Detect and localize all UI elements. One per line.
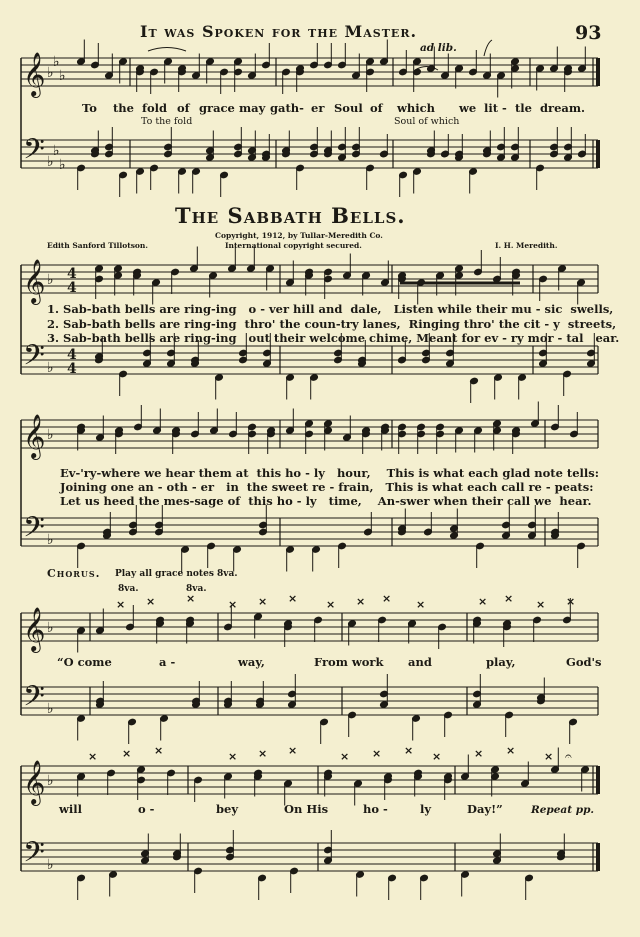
verse-3-line: Let us heed the mes-sage of this ho - ly time, An-swer when their call we hear.: [60, 494, 592, 508]
syllable: which: [397, 101, 435, 115]
composer-credit: I. H. Meredith.: [495, 241, 558, 250]
tie: [148, 48, 186, 52]
time-signature-bottom: 4: [67, 280, 77, 296]
flat-sign: ♭: [47, 857, 54, 873]
x-notehead: ×: [288, 592, 298, 605]
flat-sign: ♭: [47, 620, 54, 636]
flat-sign: ♭: [47, 360, 54, 376]
syllable: of: [370, 101, 383, 115]
syllable: tle: [515, 101, 532, 115]
verse-1-line: 1. Sab-bath bells are ring-ing o - ver hill and dale, Listen while their mu - sic swells,: [47, 302, 614, 316]
x-notehead: ×: [340, 750, 350, 763]
syllable: fold: [142, 101, 168, 115]
x-notehead: ×: [258, 595, 268, 608]
grace-note-direction: Play all grace notes 8va.: [115, 569, 238, 579]
flat-sign: ♭: [53, 143, 60, 159]
flat-sign: ♭: [47, 154, 54, 170]
final-barline: [596, 843, 600, 871]
x-notehead: ×: [122, 747, 132, 760]
treble-clef: 𝄞: [23, 414, 46, 458]
syllable: er: [311, 101, 325, 115]
syllable: a -: [159, 655, 176, 669]
x-notehead: ×: [146, 595, 156, 608]
fermata: 𝄐: [565, 749, 572, 763]
x-notehead: ×: [258, 747, 268, 760]
x-notehead: ×: [544, 750, 554, 763]
flat-sign: ♭: [59, 68, 66, 84]
verse-2-line: 2. Sab-bath bells are ring-ing thro' the coun-try lanes, Ringing thro' the cit - y streets,: [47, 317, 617, 331]
x-notehead: ×: [478, 595, 488, 608]
chorus-label: Chorus.: [47, 567, 101, 580]
treble-clef: 𝄞: [23, 760, 46, 804]
x-notehead: ×: [228, 750, 238, 763]
copyright-line: Copyright, 1912, by Tullar-Meredith Co.: [215, 231, 383, 240]
copyright-secured: International copyright secured.: [225, 241, 362, 250]
verse-3-line: 3. Sab-bath bells are ring-ing out their welcome chime, Meant for ev - ry mor - tal ear.: [47, 331, 620, 345]
syllable: God's: [566, 655, 602, 669]
x-notehead: ×: [566, 595, 576, 608]
syllable: dream.: [540, 101, 586, 115]
cue-text: To the fold: [141, 116, 193, 127]
time-signature-bottom: 4: [67, 361, 77, 377]
verse-2-line: Joining one an - oth - er in the sweet re - frain, This is what each call re - peats:: [60, 480, 594, 494]
x-notehead: ×: [382, 592, 392, 605]
x-notehead: ×: [416, 598, 426, 611]
x-notehead: ×: [288, 744, 298, 757]
x-notehead: ×: [154, 744, 164, 757]
bass-clef: 𝄢: [23, 836, 45, 876]
bass-clef: 𝄢: [23, 680, 45, 720]
bass-clef: 𝄢: [23, 511, 45, 551]
x-notehead: ×: [356, 595, 366, 608]
syllable: of: [177, 101, 190, 115]
final-barline: [596, 58, 600, 86]
x-notehead: ×: [474, 747, 484, 760]
song-title-top: It was Spoken for the Master.: [140, 22, 418, 41]
syllable: From work: [314, 655, 384, 669]
treble-clef: 𝄞: [23, 607, 46, 651]
syllable: bey: [216, 802, 239, 816]
x-notehead: ×: [536, 598, 546, 611]
time-signature-top: 4: [67, 347, 77, 363]
syllable: grace: [199, 101, 235, 115]
repeat-direction: Repeat pp.: [531, 804, 595, 816]
x-notehead: ×: [326, 598, 336, 611]
flat-sign: ♭: [47, 427, 54, 443]
syllable: lit -: [484, 101, 507, 115]
syllable: will: [59, 802, 83, 816]
syllable: Day!”: [467, 802, 503, 816]
final-barline: [596, 766, 600, 794]
x-notehead: ×: [228, 598, 238, 611]
syllable: way,: [238, 655, 265, 669]
x-notehead: ×: [506, 744, 516, 757]
flat-sign: ♭: [47, 532, 54, 548]
flat-sign: ♭: [59, 157, 66, 173]
syllable: Soul: [334, 101, 363, 115]
time-signature-top: 4: [67, 266, 77, 282]
x-notehead: ×: [432, 750, 442, 763]
octave-mark: 8va.: [186, 584, 207, 594]
syllable: ho -: [363, 802, 388, 816]
page-number: 93: [575, 22, 602, 44]
syllable: play,: [486, 655, 516, 669]
syllable: the: [113, 101, 134, 115]
syllable: and: [408, 655, 432, 669]
x-notehead: ×: [404, 744, 414, 757]
flat-sign: ♭: [47, 773, 54, 789]
syllable: we: [459, 101, 477, 115]
syllable: To: [82, 101, 97, 115]
hymn-title: The Sabbath Bells.: [175, 203, 406, 228]
bass-clef: 𝄢: [23, 339, 45, 379]
treble-clef: 𝄞: [23, 52, 46, 96]
flat-sign: ♭: [53, 54, 60, 70]
syllable: ly: [420, 802, 432, 816]
flat-sign: ♭: [47, 701, 54, 717]
bass-clef: 𝄢: [23, 133, 45, 173]
syllable: may: [239, 101, 266, 115]
x-notehead: ×: [372, 747, 382, 760]
syllable: “O come: [57, 655, 112, 669]
flat-sign: ♭: [47, 65, 54, 81]
syllable: o -: [138, 802, 155, 816]
x-notehead: ×: [504, 592, 514, 605]
verse-1-line: Ev-'ry-where we hear them at this ho - ly hour, This is what each glad note tells:: [60, 466, 600, 480]
lyricist-credit: Edith Sanford Tillotson.: [47, 241, 148, 250]
x-notehead: ×: [186, 592, 196, 605]
final-barline: [596, 140, 600, 168]
x-notehead: ×: [116, 598, 126, 611]
flat-sign: ♭: [47, 272, 54, 288]
octave-mark: 8va.: [118, 584, 139, 594]
treble-clef: 𝄞: [23, 259, 46, 303]
syllable: On His: [284, 802, 329, 816]
ad-lib-mark: ad lib.: [420, 42, 457, 54]
syllable: gath-: [270, 101, 304, 115]
cue-text: Soul of which: [394, 116, 460, 127]
x-notehead: ×: [88, 750, 98, 763]
